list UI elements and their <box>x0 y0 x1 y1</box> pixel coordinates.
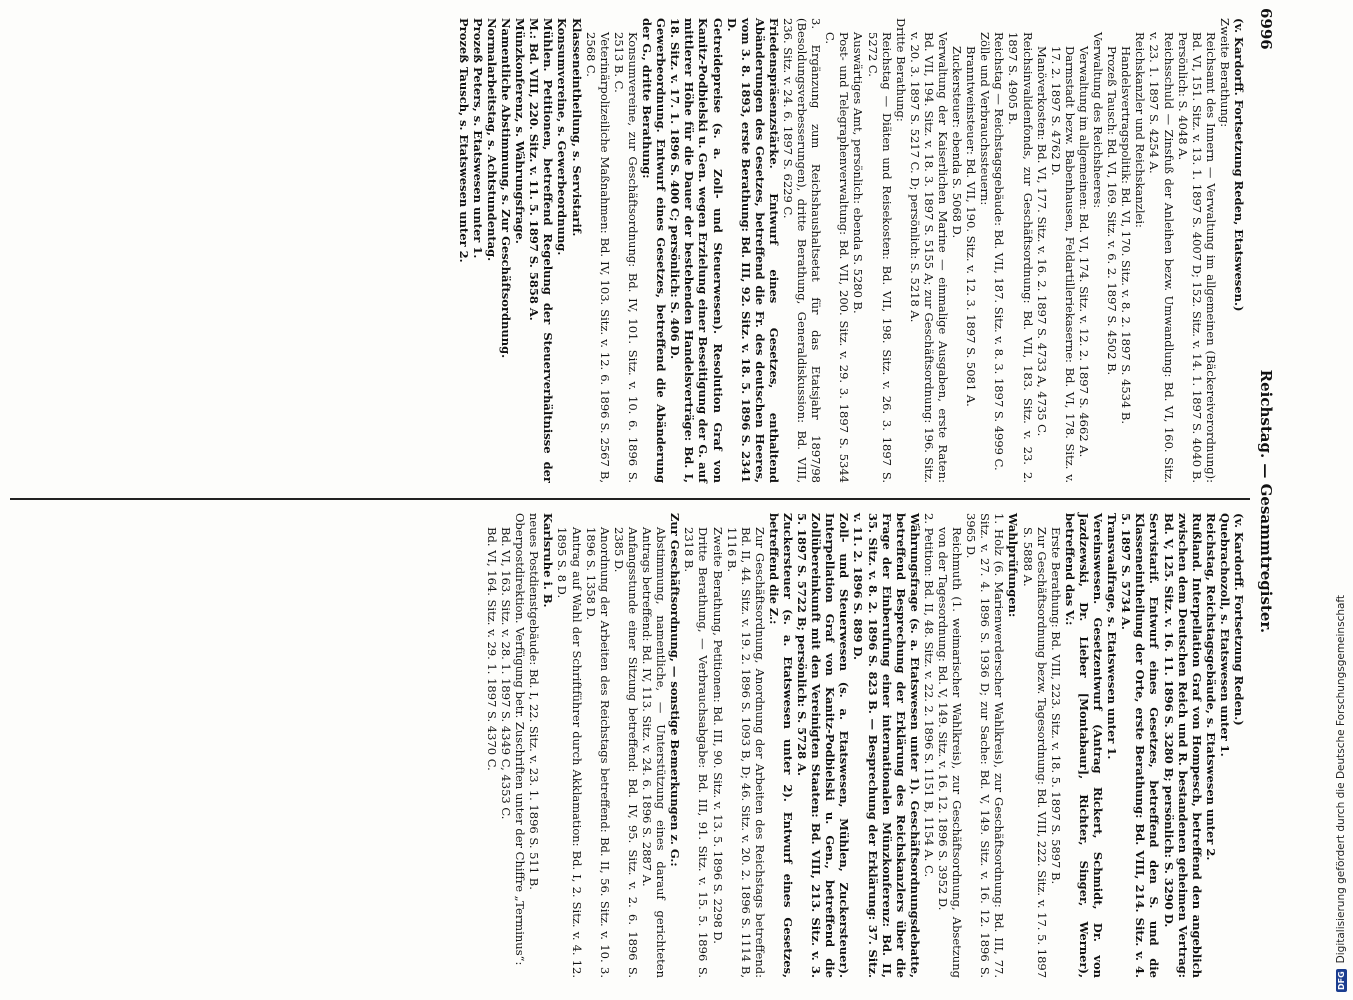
index-entry: Antrag auf Wahl der Schriftführer durch Akklamation: Bd. I, 2. Sitz. v. 4. 12. 1895 S. 8 D. <box>555 527 584 978</box>
index-entry: Konsumvereine, zur Geschäftsordnung: Bd. IV, 101. Sitz. v. 10. 6. 1896 S. 2513 B. C. <box>611 32 640 483</box>
index-entry: Bd. VI, 163. Sitz. v. 28. 1. 1897 S. 4349 C, 4353 C. <box>499 527 514 820</box>
index-entry: Zuckersteuer (s. a. Etatswesen unter 2). Entwurf eines Gesetzes, betreffend die Z.: <box>766 513 795 978</box>
index-entry: Reichstag — Reichstagsgebäude: Bd. VII, 187. Sitz. v. 8. 3. 1897 S. 4999 C. <box>992 32 1007 471</box>
index-entry: Oberpostdirektion. Verfügung betr. Zuschriften unter der Chiffre „Terminus“: <box>513 513 528 966</box>
index-entry: Friedenspräsenzstärke. Entwurf eines Gesetzes, enthaltend Abänderungen des Gesetzes, betreffend die Fr. des deutschen Heeres, vom 3. 8. 1893, erste Berathung: Bd. III, 92. Sitz. v. 18. 5. 1896 S. 2341 D. <box>724 18 781 483</box>
index-entry: Wahlprüfungen: <box>1006 513 1021 618</box>
index-entry: Auswärtiges Amt, persönlich: ebenda S. 5280 B. <box>851 32 866 314</box>
index-entry: Anordnung der Arbeiten des Reichstags betreffend: Bd. II, 56. Sitz. v. 10. 3. 1896 S. 1358 D. <box>583 527 612 978</box>
index-entry: Zur Geschäftsordnung, — sonstige Bemerkungen z. G.: <box>668 513 683 867</box>
index-entry: Post- und Telegraphenverwaltung: Bd. VII, 200. Sitz. v. 29. 3. 1897 S. 5344 C. <box>823 32 852 483</box>
index-entry: Reichmuth (1. weimarischer Wahlkreis), zur Geschäftsordnung, Absetzung von der Tagesordnung: Bd. V, 149. Sitz. v. 16. 12. 1896 S. 3952 D. <box>936 527 965 978</box>
index-entry: Transvaalfrage, s. Etatswesen unter 1. <box>1105 513 1120 760</box>
index-entry: 1. Holz (6. Marienwerderscher Wahlkreis), zur Geschäftsordnung: Bd. III, 77. Sitz. v. 27. 4. 1896 S. 1936 D; zur Sache: Bd. V, 149. Sitz. v. 16. 12. 1896 S. 3965 D. <box>964 513 1007 978</box>
index-entry: Mühlen. Petitionen, betreffend Regelung der Steuerverhältnisse der M.: Bd. VIII, 220. Sitz. v. 11. 5. 1897 S. 5858 A. <box>527 18 556 483</box>
index-entry: Zoll- und Steuerwesen (s. a. Etatswesen, Mühlen, Zuckersteuer). Interpellation Graf von Kanitz-Podbielski u. Gen., betreffend die Zollübereinkunft mit den Vereinigten Staaten: Bd. VIII, 213. Sitz. v. 3. 5. 1897 S. 5722 B; persönlich: S. 5728 A. <box>795 513 852 978</box>
index-entry: Reichsamt des Innern — Verwaltung im allgemeinen (Bäckereiverordnung): Bd. VI, 151. Sitz. v. 13. 1. 1897 S. 4007 D; 152. Sitz. v. 14. 1. 1897 S. 4040 B. Persönlich: S. 4048 A. <box>1175 32 1218 483</box>
index-entry: Verwaltung der Kaiserlichen Marine — einmalige Ausgaben, erste Raten: Bd. VII, 194. Sitz. v. 18. 3. 1897 S. 5155 A; zur Geschäftsordnung: 196. Sitz. v. 20. 3. 1897 S. 5217 C. D; persönlich: S. 5218 A. <box>907 32 951 483</box>
index-entry: Getreidepreise (s. a. Zoll- und Steuerwesen). Resolution Graf von Kanitz-Podbielski u. Gen. wegen Erzielung einer Beseitigung der G. auf mittlerer Höhe für die Dauer der bestehenden Handelsverträge: Bd. I, 18. Sitz. v. 17. 1. 1896 S. 400 C; persönlich: S. 406 D. <box>668 18 725 483</box>
index-entry: Münzkonferenz, s. Währungsfrage. <box>513 18 528 244</box>
index-entry: Reichstag, Reichstagsgebäude, s. Etatswesen unter 2. <box>1203 513 1218 861</box>
index-entry: Rußland. Interpellation Graf von Hompesch, betreffend den angeblich zwischen dem Deutschen Reich und R. bestandenen geheimen Vertrag: Bd. V, 125. Sitz. v. 16. 11. 1896 S. 3280 B; persönlich: S. 3290 D. <box>1161 513 1204 978</box>
index-entry: Branntweinsteuer: Bd. VII, 190. Sitz. v. 12. 3. 1897 S. 5081 A. <box>964 46 979 407</box>
dfg-logo: DFG <box>1336 971 1346 990</box>
index-entry: 2. Petition: Bd. II, 48. Sitz. v. 22. 2. 1896 S. 1151 B, 1154 A. C. <box>921 513 936 878</box>
index-entry: Zur Geschäftsordnung, Anordnung der Arbeiten des Reichstags betreffend: Bd. II, 44. Sitz. v. 19. 2. 1896 S. 1093 B, D; 46. Sitz. v. 20. 2. 1896 S. 1114 B, 1116 B. <box>724 527 767 978</box>
index-entry: (v. Kardorff. Fortsetzung Reden.) <box>1232 513 1246 726</box>
column-divider <box>10 498 1250 500</box>
index-entry: Reichsinvalidenfonds, zur Geschäftsordnung: Bd. VII, 183. Sitz. v. 23. 2. 1897 S. 4905 B. <box>1006 32 1035 483</box>
page-number: 6996 <box>1257 8 1275 50</box>
index-entry: (v. Kardorff. Fortsetzung Reden, Etatswesen.) <box>1232 18 1246 312</box>
index-entry: Zölle und Verbrauchssteuern: <box>978 32 993 206</box>
index-entry: Reichsschuld — Zinsfuß der Anleihen bezw. Umwandlung: Bd. VI, 160. Sitz. v. 23. 1. 1897 S. 4254 A. <box>1147 32 1176 483</box>
index-entry: Klasseneintheilung, s. Servistarif. <box>569 18 584 237</box>
index-entry: Darmstadt bezw. Babenhausen, Feldartilleriekaserne: Bd. VI, 178. Sitz. v. 17. 2. 1897 S. 4762 D. <box>1048 46 1077 483</box>
right-column <box>485 513 1246 978</box>
index-entry: Gewerbeordnung. Entwurf eines Gesetzes, betreffend die Abänderung der G., dritte Berathung: <box>640 18 669 483</box>
index-entry: Erste Berathung: Bd. VIII, 223. Sitz. v. 18. 5. 1897 S. 5897 B. <box>1048 527 1063 885</box>
index-entry: Verwaltung des Reichsheeres: <box>1091 32 1106 209</box>
index-entry: Reichstag — Diäten und Reisekosten: Bd. VII, 198. Sitz. v. 26. 3. 1897 S. 5272 C. <box>865 32 894 483</box>
index-entry: Zweite Berathung: <box>1217 18 1232 128</box>
index-entry: Dritte Berathung, — Verbrauchsabgabe: Bd. III, 91. Sitz. v. 15. 5. 1896 S. 2318 B. <box>682 527 711 978</box>
index-entry: Quebrachozoll, s. Etatswesen unter 1. <box>1217 513 1232 757</box>
index-entry: Servistarif. Entwurf eines Gesetzes, betreffend den S. und die Klasseneintheilung der Orte, erste Berathung: Bd. VIII, 214. Sitz. v. 4. 5. 1897 S. 5734 A. <box>1119 513 1162 978</box>
digitization-text: Digitalisierung gefördert durch die Deutsche Forschungsgemeinschaft <box>1335 594 1347 964</box>
index-entry: Vereinswesen. Gesetzentwurf (Antrag Rickert, Schmidt, Dr. von Jazdzewski, Dr. Lieber [Montabaur], Richter, Singer, Werner), betreffend das V.: <box>1062 513 1106 978</box>
index-entry: Prozeß Tausch, s. Etatswesen unter 2. <box>456 18 471 263</box>
index-entry: Verwaltung im allgemeinen: Bd. VI, 174. Sitz. v. 12. 2. 1897 S. 4662 A. <box>1076 46 1091 458</box>
index-entry: Karlsruhe i. B. <box>541 513 556 608</box>
digitization-note <box>1329 0 1353 1000</box>
rotated-page <box>0 8 1300 993</box>
running-title: Reichstag. — Gesammtregister. <box>1257 369 1275 634</box>
index-entry: Prozeß Peters, s. Etatswesen unter 1. <box>470 18 485 259</box>
index-entry: Zweite Berathung, Petitionen: Bd. III, 90. Sitz. v. 13. 5. 1896 S. 2298 D. <box>710 527 725 944</box>
left-column <box>457 18 1246 483</box>
index-entry: Prozeß Tausch: Bd. VI, 169. Sitz. v. 6. 2. 1897 S. 4502 B. <box>1105 46 1120 376</box>
index-entry: Währungsfrage (s. a. Etatswesen unter 1). Geschäftsordnungsdebatte, betreffend Besprechung der Erklärung des Reichskanzlers über die Frage der Einberufung einer internationalen Münzkonferenz: Bd. II, 35. Sitz. v. 8. 2. 1896 S. 823 B. — Besprechung der Erklärung: 37. Sitz. v. 11. 2. 1896 S. 889 D. <box>851 513 922 978</box>
index-entry: Reichskanzler und Reichskanzlei: <box>1133 32 1148 228</box>
index-entry: Konsumvereine, s. Gewerbeordnung. <box>555 18 570 256</box>
index-entry: Abstimmung, namentliche, — Unterstützung eines darauf gerichteten Antrags betreffend: Bd. IV, 113. Sitz. v. 24. 6. 1896 S. 2887 A. <box>640 527 669 978</box>
index-entry: neues Postdienstgebäude: Bd. I, 22. Sitz. v. 23. 1. 1896 S. 511 B. <box>527 513 542 890</box>
page-header <box>1252 8 1280 993</box>
index-entry: Zuckersteuer: ebenda S. 5068 D. <box>950 46 965 239</box>
index-entry: Veterinärpolizeiliche Maßnahmen: Bd. IV, 103. Sitz. v. 12. 6. 1896 S. 2567 B, 2568 C. <box>583 32 612 483</box>
index-entry: Handelsvertragspolitik: Bd. VI, 170. Sitz. v. 8. 2. 1897 S. 4534 B. <box>1119 46 1134 425</box>
index-entry: 3. Ergänzung zum Reichshaushaltsetat für das Etatsjahr 1897/98 (Besoldungsverbesserungen), dritte Berathung, Generaldiskussion: Bd. VIII, 236. Sitz. v. 24. 6. 1897 S. 6229 C. <box>781 18 824 483</box>
index-entry: Zur Geschäftsordnung bezw. Tagesordnung: Bd. VIII, 222. Sitz. v. 17. 5. 1897 S. 5888 A. <box>1020 527 1049 979</box>
index-entry: Namentliche Abstimmung, s. Zur Geschäftsordnung. <box>499 18 514 359</box>
index-entry: Normalarbeitstag, s. Achtstundentag. <box>485 18 500 262</box>
index-entry: Anfangsstunde einer Sitzung betreffend: Bd. IV, 95. Sitz. v. 2. 6. 1896 S. 2385 D. <box>611 527 640 978</box>
index-entry: Manöverkosten: Bd. VI, 177. Sitz. v. 16. 2. 1897 S. 4733 A, 4735 C. <box>1034 46 1049 437</box>
index-entry: Bd. VI, 164. Sitz. v. 29. 1. 1897 S. 4370 C. <box>485 527 500 771</box>
index-entry: Dritte Berathung: <box>893 18 908 122</box>
